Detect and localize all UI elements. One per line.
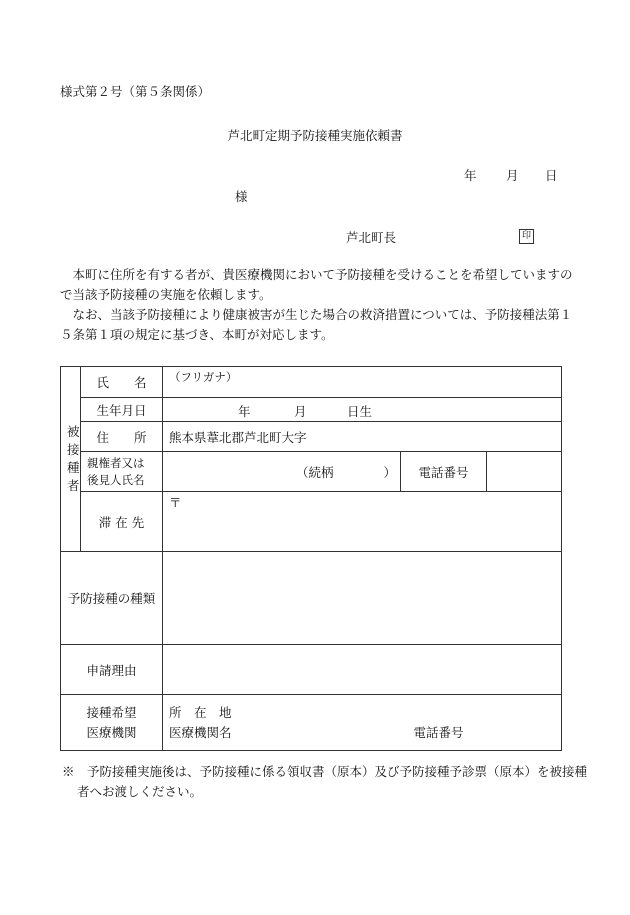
- clinic-phone-label: 電話番号: [413, 724, 464, 740]
- document-title: 芦北町定期予防接種実施依頼書: [227, 128, 403, 143]
- vaccine-type-label: 予防接種の種類: [61, 552, 163, 645]
- dob-day: 日生: [347, 404, 373, 419]
- stay-field[interactable]: [163, 492, 562, 552]
- reason-field[interactable]: [163, 645, 562, 695]
- clinic-field[interactable]: [163, 695, 562, 751]
- guardian-name-field[interactable]: [163, 452, 401, 492]
- dob-year: 年: [238, 404, 251, 419]
- date-month: 月: [506, 168, 519, 183]
- guardian-phone-label: 電話番号: [401, 452, 487, 492]
- clinic-name-label: 医療機関名: [169, 724, 232, 740]
- seal-mark: 印: [519, 229, 534, 244]
- clinic-label: 接種希望 医療機関: [61, 695, 163, 751]
- stay-label: 滞 在 先: [81, 492, 163, 552]
- date-day: 日: [545, 168, 558, 183]
- address-label: 住 所: [81, 422, 163, 452]
- address-field[interactable]: [163, 422, 562, 452]
- body-text: [60, 265, 575, 345]
- postal-mark: 〒: [169, 495, 182, 510]
- addressee-suffix: 様: [235, 189, 248, 204]
- name-label: 氏 名: [81, 367, 163, 398]
- date-year: 年: [464, 168, 477, 183]
- issuer-name: 芦北町長: [346, 230, 397, 245]
- dob-label: 生年月日: [81, 398, 163, 422]
- dob-field[interactable]: [163, 398, 562, 422]
- form-label: 様式第２号（第５条関係）: [60, 84, 211, 99]
- application-form-table: [60, 366, 562, 751]
- clinic-location-label: 所 在 地: [169, 704, 232, 720]
- name-field[interactable]: [163, 367, 562, 398]
- relation-label: （続柄 ）: [295, 464, 396, 480]
- guardian-phone-field[interactable]: [487, 452, 562, 492]
- body-paragraph-2: なお、当該予防接種により健康被害が生じた場合の救済措置については、予防接種法第１５条第１項の規定に基づき、本町が対応します。: [60, 307, 573, 342]
- vaccine-type-field[interactable]: [163, 552, 562, 645]
- reason-label: 申請理由: [61, 645, 163, 695]
- guardian-label: 親権者又は 後見人氏名: [81, 452, 163, 492]
- body-paragraph-1: 本町に住所を有する者が、貴医療機関において予防接種を受けることを希望していますので当該予防接種の実施を依頼します。: [60, 267, 573, 302]
- furigana-label: （フリガナ）: [169, 370, 238, 384]
- dob-month: 月: [294, 404, 307, 419]
- vaccinee-group-label: 被 接 種 者: [61, 367, 81, 552]
- footnote: ※ 予防接種実施後は、予防接種に係る領収書（原本）及び予防接種予診票（原本）を被接種者へお渡しください。: [62, 764, 588, 799]
- address-value: 熊本県葦北郡芦北町大字: [169, 429, 307, 445]
